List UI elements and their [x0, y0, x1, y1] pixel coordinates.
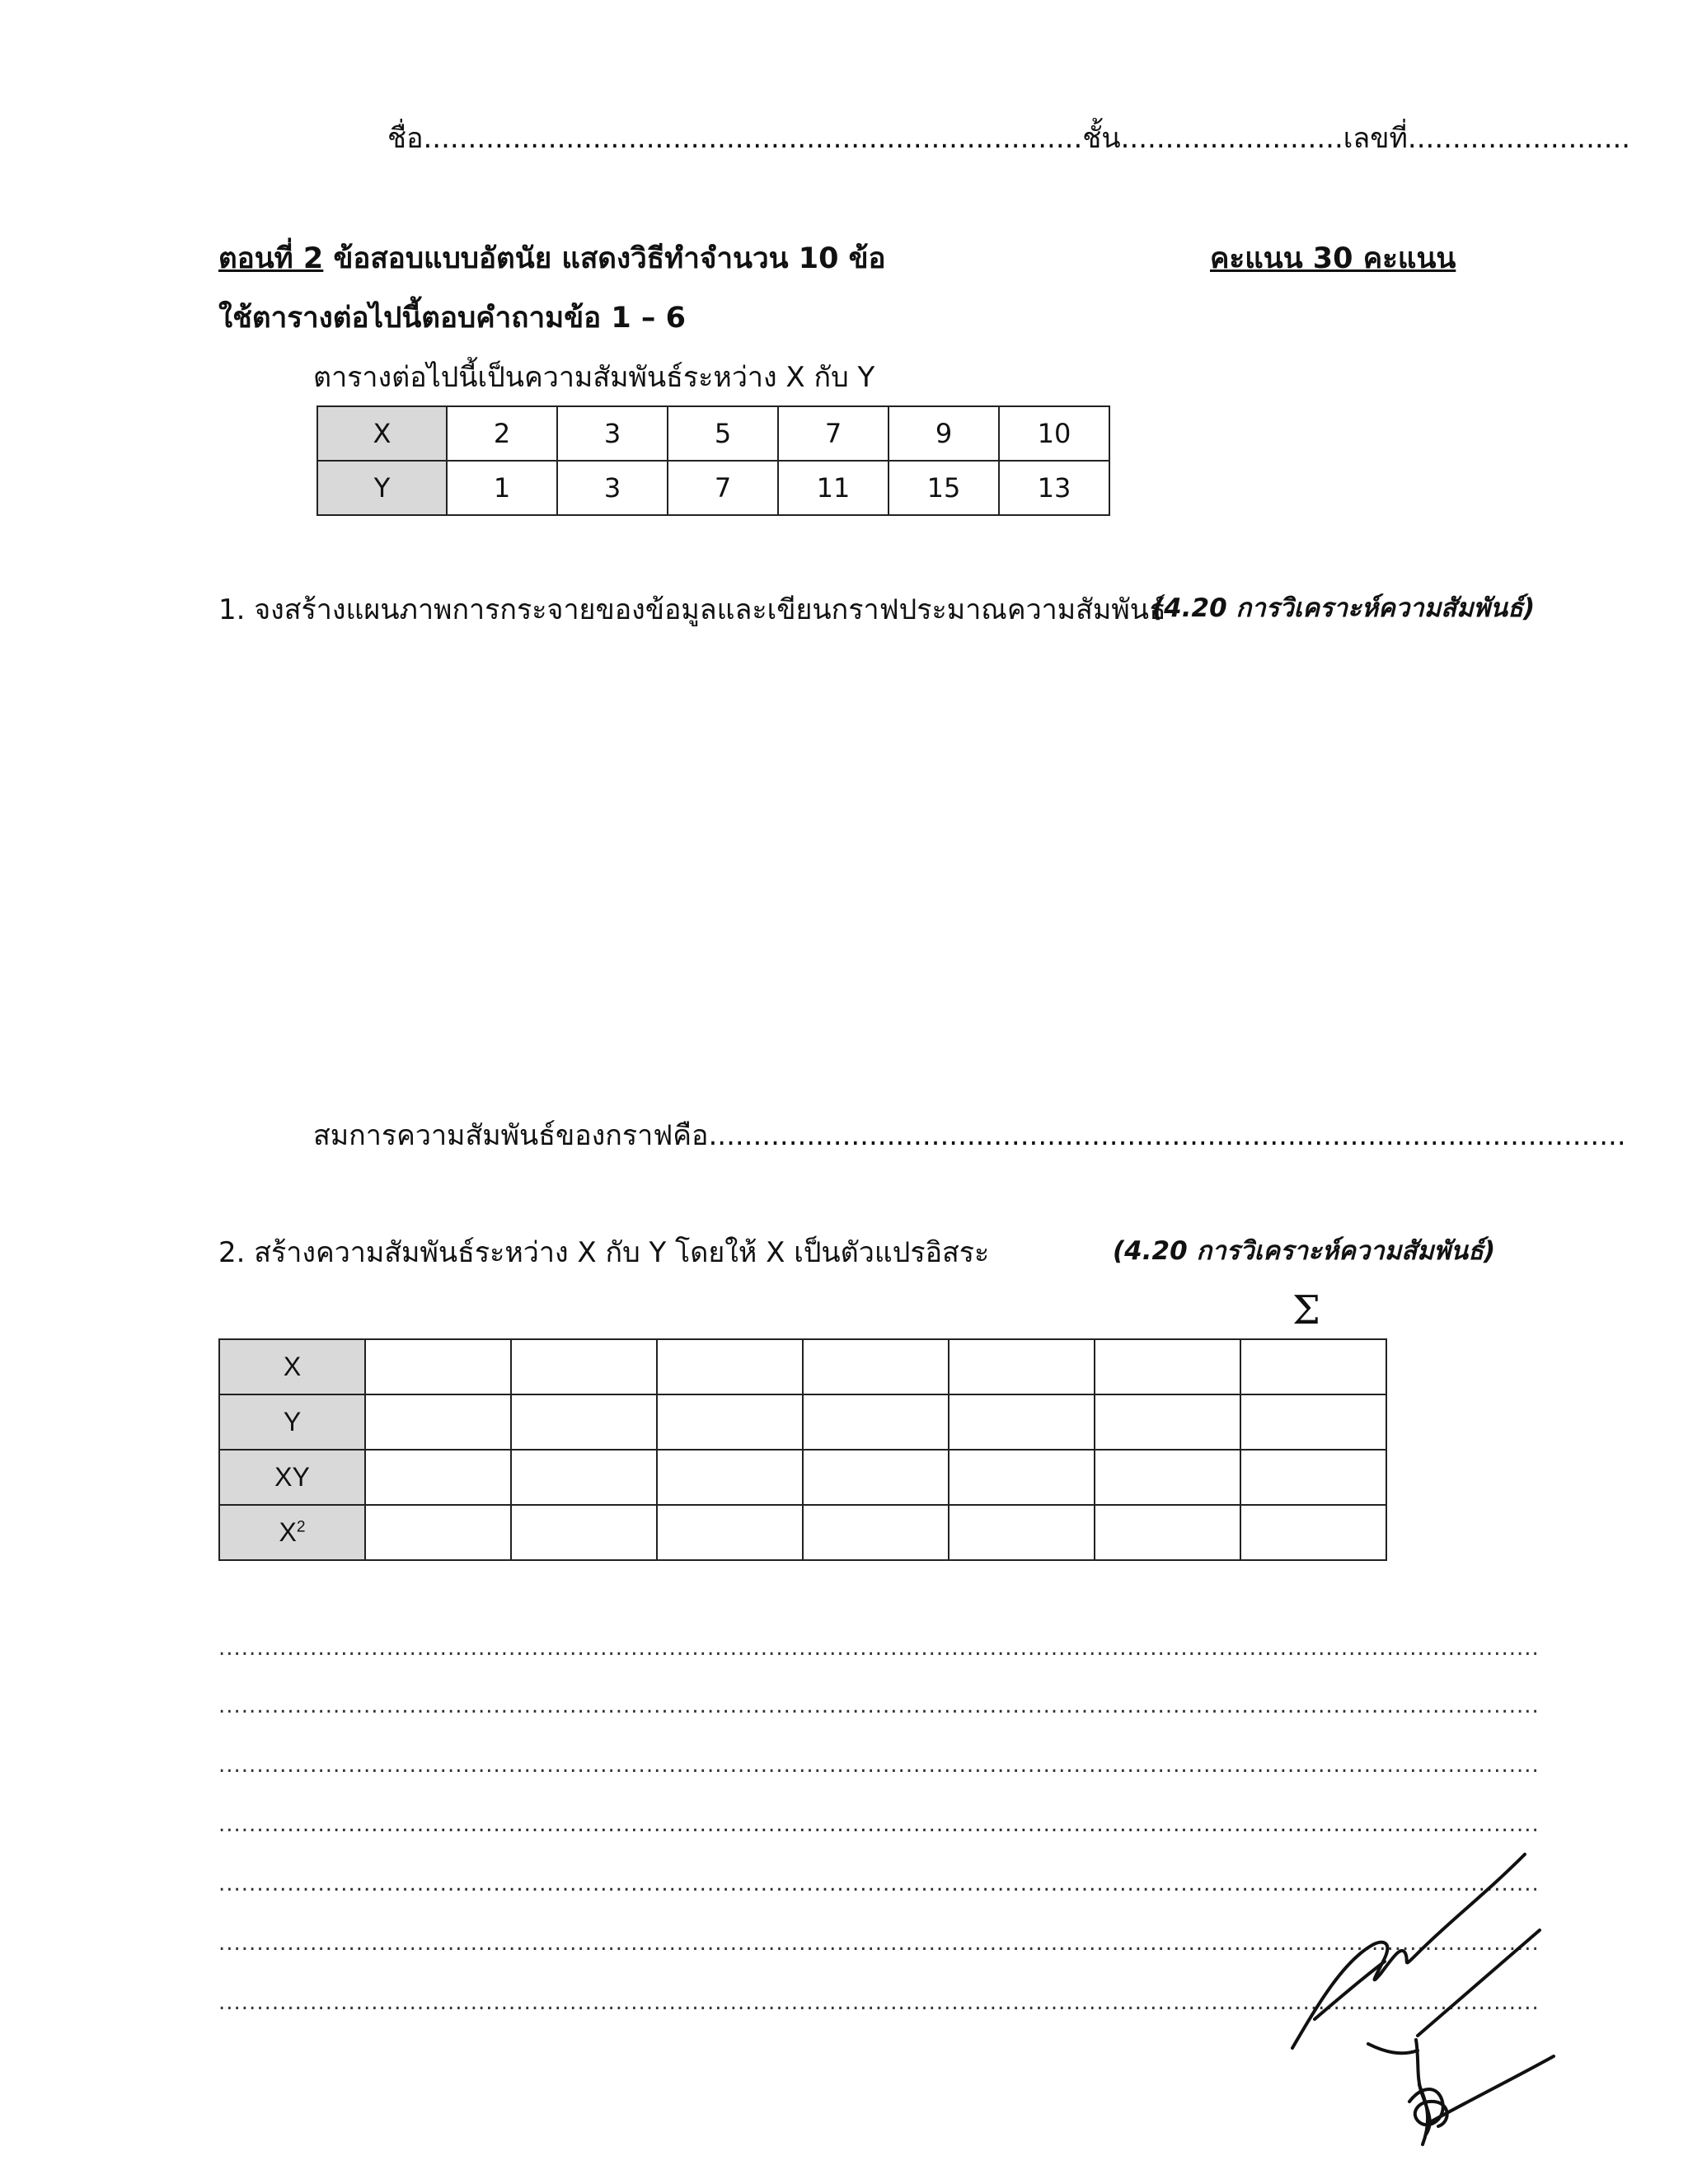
blank-cell[interactable] — [949, 1394, 1095, 1450]
part-description: ข้อสอบแบบอัตนัย แสดงวิธีทำจำนวน 10 ข้อ — [333, 242, 886, 275]
data-table-caption: ตารางต่อไปนี้เป็นความสัมพันธ์ระหว่าง X กับ Y — [313, 361, 875, 394]
blank-cell[interactable] — [1095, 1339, 1240, 1394]
answer-line[interactable]: ............................................................................................................................................................................. — [218, 1872, 1540, 1896]
blank-cell[interactable] — [1095, 1505, 1240, 1560]
blank-cell[interactable] — [803, 1505, 949, 1560]
row-header-xy: XY — [219, 1450, 365, 1505]
table-row — [219, 1505, 1386, 1560]
y-value: 11 — [778, 461, 889, 515]
table-row — [219, 1450, 1386, 1505]
y-value: 1 — [447, 461, 557, 515]
sigma-symbol: Σ — [1292, 1287, 1320, 1333]
answer-line[interactable]: ............................................................................................................................................................................. — [218, 1636, 1540, 1661]
answer-line[interactable]: ............................................................................................................................................................................. — [218, 1753, 1540, 1778]
blank-cell[interactable] — [803, 1394, 949, 1450]
answer-line[interactable]: ............................................................................................................................................................................. — [218, 1812, 1540, 1837]
blank-cell[interactable] — [511, 1450, 657, 1505]
y-value: 7 — [668, 461, 778, 515]
table-row-y — [317, 461, 1109, 515]
sum-cell[interactable] — [1240, 1505, 1386, 1560]
blank-cell[interactable] — [949, 1450, 1095, 1505]
question-1-equation-line — [313, 1113, 1626, 1157]
y-value: 3 — [557, 461, 668, 515]
table-row — [219, 1394, 1386, 1450]
blank-cell[interactable] — [365, 1394, 511, 1450]
blank-cell[interactable] — [1095, 1394, 1240, 1450]
blank-cell[interactable] — [657, 1450, 803, 1505]
x-squared-exponent: 2 — [296, 1518, 306, 1536]
blank-cell[interactable] — [949, 1339, 1095, 1394]
question-2-reference: (4.20 การวิเคราะห์ความสัมพันธ์) — [1113, 1236, 1496, 1266]
calculation-table — [218, 1338, 1387, 1561]
x-value: 5 — [668, 406, 778, 461]
blank-cell[interactable] — [803, 1339, 949, 1394]
sum-cell[interactable] — [1240, 1339, 1386, 1394]
row-header-y: Y — [317, 461, 447, 515]
blank-cell[interactable] — [511, 1505, 657, 1560]
question-2-text: 2. สร้างความสัมพันธ์ระหว่าง X กับ Y โดยให้ X เป็นตัวแปรอิสระ — [218, 1236, 990, 1269]
y-value: 15 — [889, 461, 999, 515]
answer-line[interactable]: ............................................................................................................................................................................. — [218, 1931, 1540, 1956]
row-header-x-squared — [219, 1505, 365, 1560]
sum-cell[interactable] — [1240, 1450, 1386, 1505]
x-value: 7 — [778, 406, 889, 461]
part-title — [218, 236, 886, 281]
name-label: ชื่อ — [387, 122, 424, 155]
row-header-x: X — [317, 406, 447, 461]
question-1-text: 1. จงสร้างแผนภาพการกระจายของข้อมูลและเขียนกราฟประมาณความสัมพันธ์ — [218, 593, 1166, 626]
number-label: เลขที่ — [1343, 122, 1408, 155]
answer-line[interactable]: ............................................................................................................................................................................. — [218, 1694, 1540, 1718]
class-label: ชั้น — [1082, 122, 1121, 155]
xy-data-table — [316, 405, 1110, 516]
part-instruction: ใช้ตารางต่อไปนี้ตอบคำถามข้อ 1 – 6 — [218, 302, 686, 335]
table-row — [219, 1339, 1386, 1394]
blank-cell[interactable] — [657, 1339, 803, 1394]
blank-cell[interactable] — [657, 1505, 803, 1560]
x-value: 3 — [557, 406, 668, 461]
blank-cell[interactable] — [511, 1339, 657, 1394]
blank-cell[interactable] — [365, 1505, 511, 1560]
blank-cell[interactable] — [1095, 1450, 1240, 1505]
blank-cell[interactable] — [803, 1450, 949, 1505]
x-value: 10 — [999, 406, 1109, 461]
student-info-line — [387, 115, 1630, 160]
number-blank[interactable]: ......................... — [1407, 122, 1631, 155]
x-squared-base: X — [279, 1517, 297, 1547]
blank-cell[interactable] — [657, 1394, 803, 1450]
part-label: ตอนที่ 2 — [218, 242, 324, 275]
table-row-x — [317, 406, 1109, 461]
question-1-reference: (4.20 การวิเคราะห์ความสัมพันธ์) — [1152, 593, 1536, 623]
equation-label: สมการความสัมพันธ์ของกราฟคือ — [313, 1119, 709, 1152]
blank-cell[interactable] — [511, 1394, 657, 1450]
row-header-y: Y — [219, 1394, 365, 1450]
blank-cell[interactable] — [365, 1339, 511, 1394]
answer-line[interactable]: ............................................................................................................................................................................. — [218, 1990, 1540, 2015]
blank-cell[interactable] — [365, 1450, 511, 1505]
x-value: 9 — [889, 406, 999, 461]
sum-cell[interactable] — [1240, 1394, 1386, 1450]
part-score: คะแนน 30 คะแนน — [1210, 242, 1456, 275]
y-value: 13 — [999, 461, 1109, 515]
equation-blank[interactable]: ....................................................................................................... — [708, 1119, 1626, 1152]
row-header-x: X — [219, 1339, 365, 1394]
x-value: 2 — [447, 406, 557, 461]
blank-cell[interactable] — [949, 1505, 1095, 1560]
signature-image — [1278, 1838, 1558, 2151]
name-blank[interactable]: .......................................................................... — [423, 122, 1083, 155]
class-blank[interactable]: ......................... — [1120, 122, 1343, 155]
